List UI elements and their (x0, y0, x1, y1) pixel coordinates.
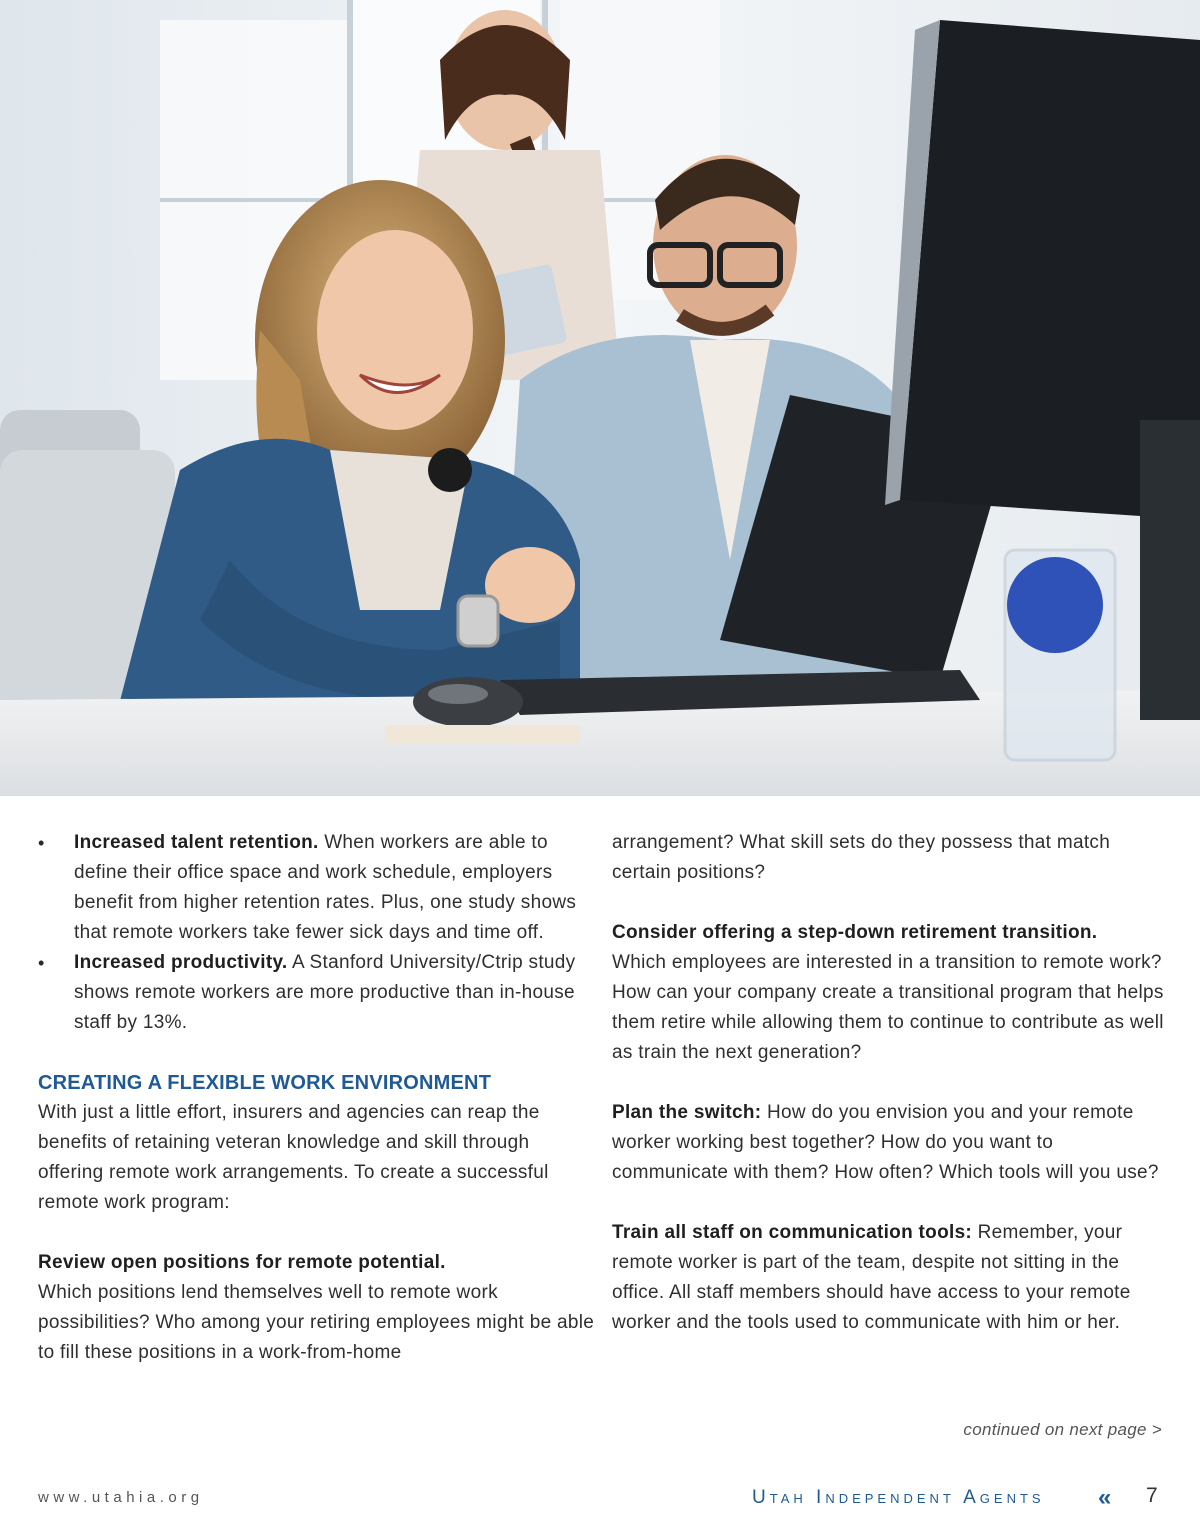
list-item (38, 828, 598, 948)
left-column (38, 828, 598, 1368)
right-column (612, 828, 1172, 1338)
continuation-paragraph: arrangement? What skill sets do they possess that match certain positions? (612, 832, 1111, 883)
bullet-lead: Increased productivity. (74, 952, 288, 973)
plan-body: How do you envision you and your remote worker working best together? How do you want to communicate with them? How often? Which tools will you use? (612, 1102, 1159, 1183)
spacer (38, 1218, 598, 1248)
bullet-lead: Increased talent retention. (74, 832, 319, 853)
footer-brand: Utah Independent Agents (752, 1487, 1045, 1508)
list-item (38, 948, 598, 1038)
stepdown-lead (612, 918, 1172, 948)
train-paragraph (612, 1218, 1172, 1338)
spacer (612, 1068, 1172, 1098)
stepdown-lead-text: Consider offering a step-down retirement transition. (612, 922, 1098, 943)
page-number: 7 (1146, 1484, 1158, 1507)
continued-note[interactable]: continued on next page > (963, 1420, 1162, 1439)
plan-lead: Plan the switch: (612, 1102, 762, 1123)
chevron-left-icon: « (1098, 1484, 1112, 1511)
bullet-body: A Stanford University/Ctrip study shows remote workers are more productive than in-house staff by 13%. (74, 952, 576, 1033)
spacer (612, 888, 1172, 918)
benefits-list (38, 828, 598, 1038)
plan-paragraph (612, 1098, 1172, 1188)
review-lead-text: Review open positions for remote potential. (38, 1252, 446, 1273)
section-heading: CREATING A FLEXIBLE WORK ENVIRONMENT (38, 1072, 492, 1094)
train-body: Remember, your remote worker is part of the team, despite not sitting in the office. All staff members should have access to your remote worker and the tools used to communicate with him or her. (612, 1222, 1131, 1333)
bullet-body: When workers are able to define their office space and work schedule, employers benefit from higher retention rates. Plus, one study shows that remote workers take fewer sick days and time off. (74, 832, 577, 943)
spacer (38, 1038, 598, 1068)
spacer (612, 1188, 1172, 1218)
review-body: Which positions lend themselves well to remote work possibilities? Who among your retiring employees might be able to fill these positions in a work-from-home (38, 1282, 595, 1363)
train-lead: Train all staff on communication tools: (612, 1222, 973, 1243)
review-lead (38, 1248, 598, 1278)
stepdown-body: Which employees are interested in a transition to remote work? How can your company create a transitional program that helps them retire while allowing them to continue to contribute as well as train the next generation? (612, 952, 1164, 1063)
intro-paragraph: With just a little effort, insurers and agencies can reap the benefits of retaining veteran knowledge and skill through offering remote work arrangements. To create a successful remote work program: (38, 1102, 549, 1213)
footer-url[interactable]: www.utahia.org (38, 1489, 204, 1506)
